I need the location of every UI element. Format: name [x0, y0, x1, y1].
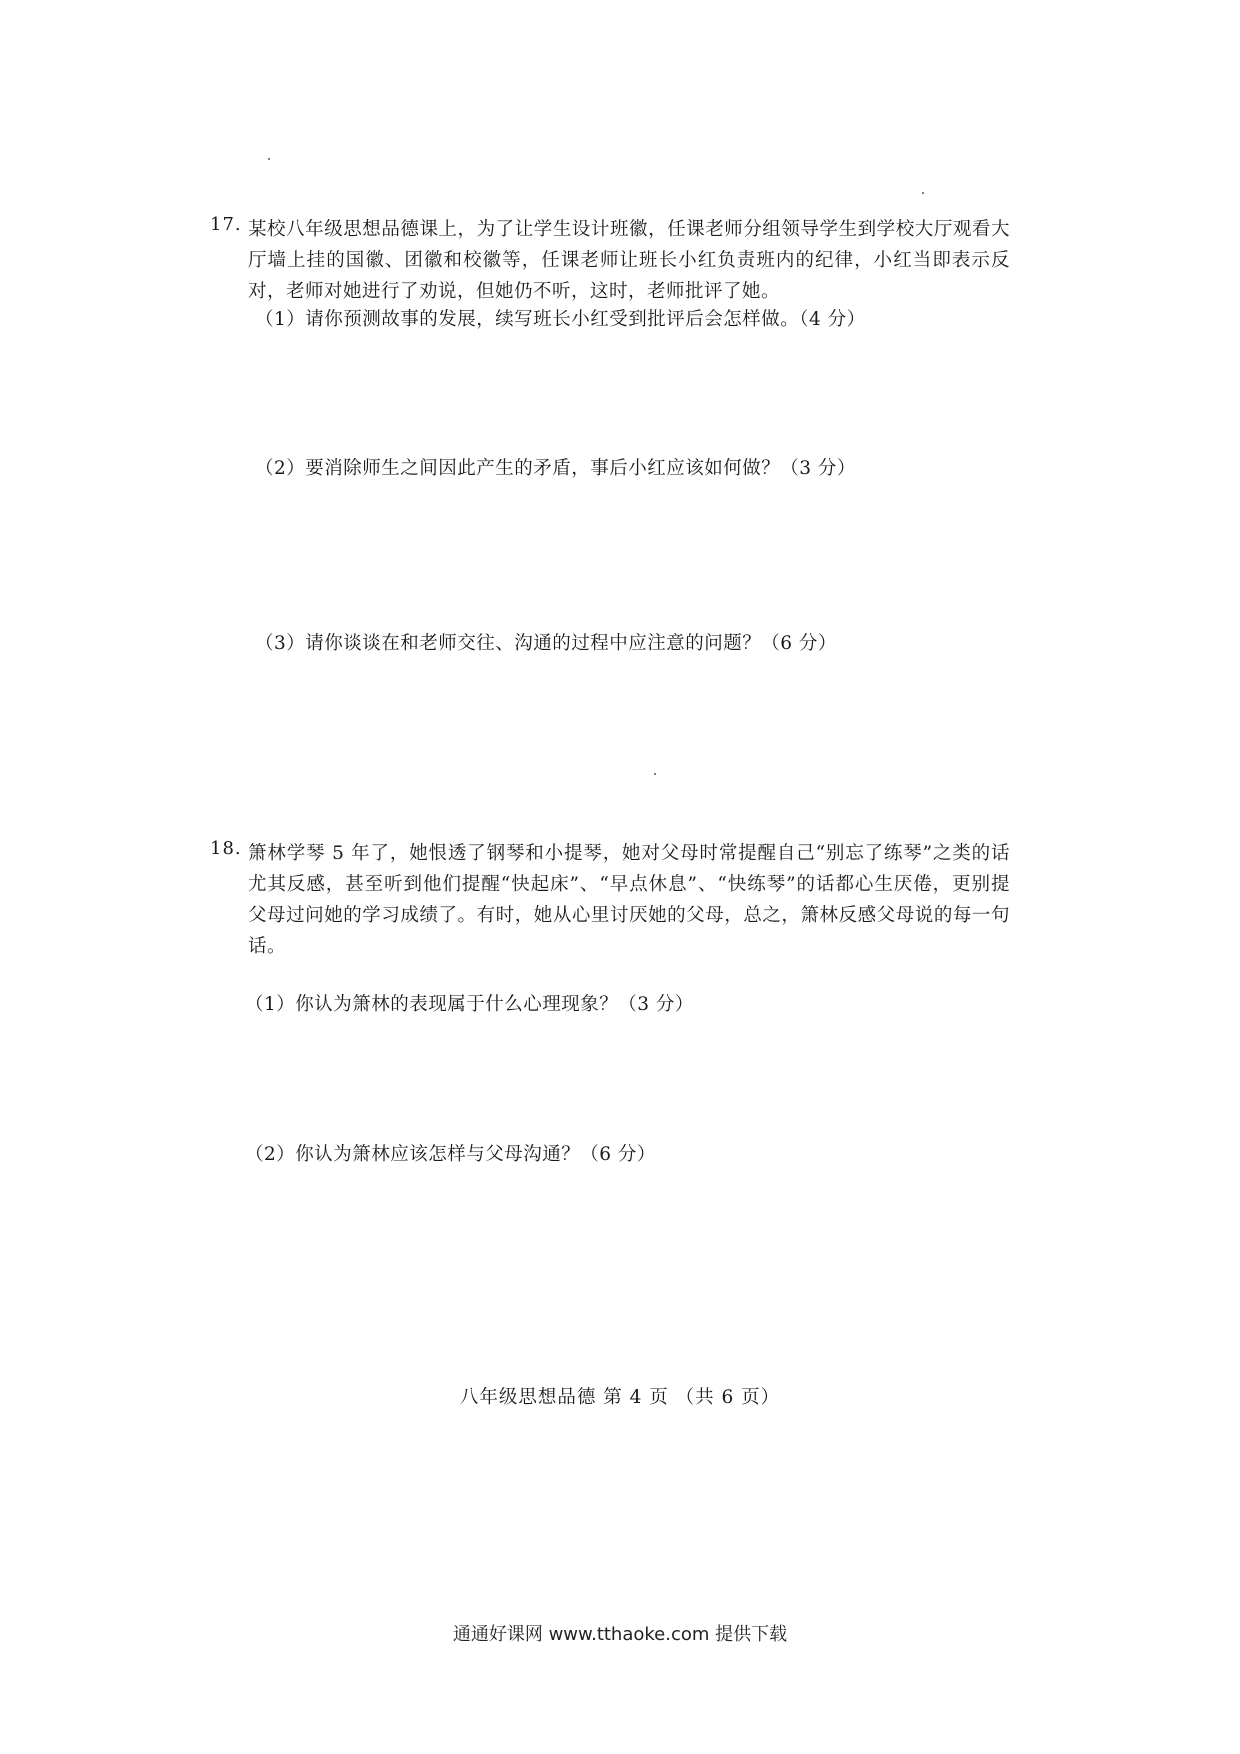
question-stem: 某校八年级思想品德课上，为了让学生设计班徽，任课老师分组领导学生到学校大厅观看大厅墙上挂的国徽、团徽和校徽等，任课老师让班长小红负责班内的纪律，小红当即表示反对，老师对她进行了劝说，但她仍不听，这时，老师批评了她。 — [248, 219, 1010, 302]
q17-sub-question-2: （2）要消除师生之间因此产生的矛盾，事后小红应该如何做？（3 分） — [255, 458, 856, 479]
page-footer: 八年级思想品德 第 4 页 （共 6 页） — [459, 1387, 781, 1408]
scan-speck — [654, 773, 656, 775]
question-number: 17. — [210, 214, 242, 235]
scan-speck — [268, 158, 270, 160]
q17-sub-question-1: （1）请你预测故事的发展，续写班长小红受到批评后会怎样做。（4 分） — [255, 309, 866, 330]
download-watermark: 通通好课网 www.tthaoke.com 提供下载 — [452, 1624, 788, 1645]
question-17 — [210, 214, 1010, 307]
scan-speck — [922, 192, 924, 194]
question-stem: 箫林学琴 5 年了，她恨透了钢琴和小提琴，她对父母时常提醒自己“别忘了练琴”之类的话尤其反感，甚至听到他们提醒“快起床”、“早点休息”、“快练琴”的话都心生厌倦，更别提父母过问她的学习成绩了。有时，她从心里讨厌她的父母，总之，箫林反感父母说的每一句话。 — [248, 843, 1010, 957]
q18-sub-question-1: （1）你认为箫林的表现属于什么心理现象？（3 分） — [245, 994, 694, 1015]
question-number: 18. — [210, 838, 242, 859]
q18-sub-question-2: （2）你认为箫林应该怎样与父母沟通？（6 分） — [245, 1144, 656, 1165]
question-18 — [210, 838, 1010, 962]
q17-sub-question-3: （3）请你谈谈在和老师交往、沟通的过程中应注意的问题？（6 分） — [255, 633, 837, 654]
